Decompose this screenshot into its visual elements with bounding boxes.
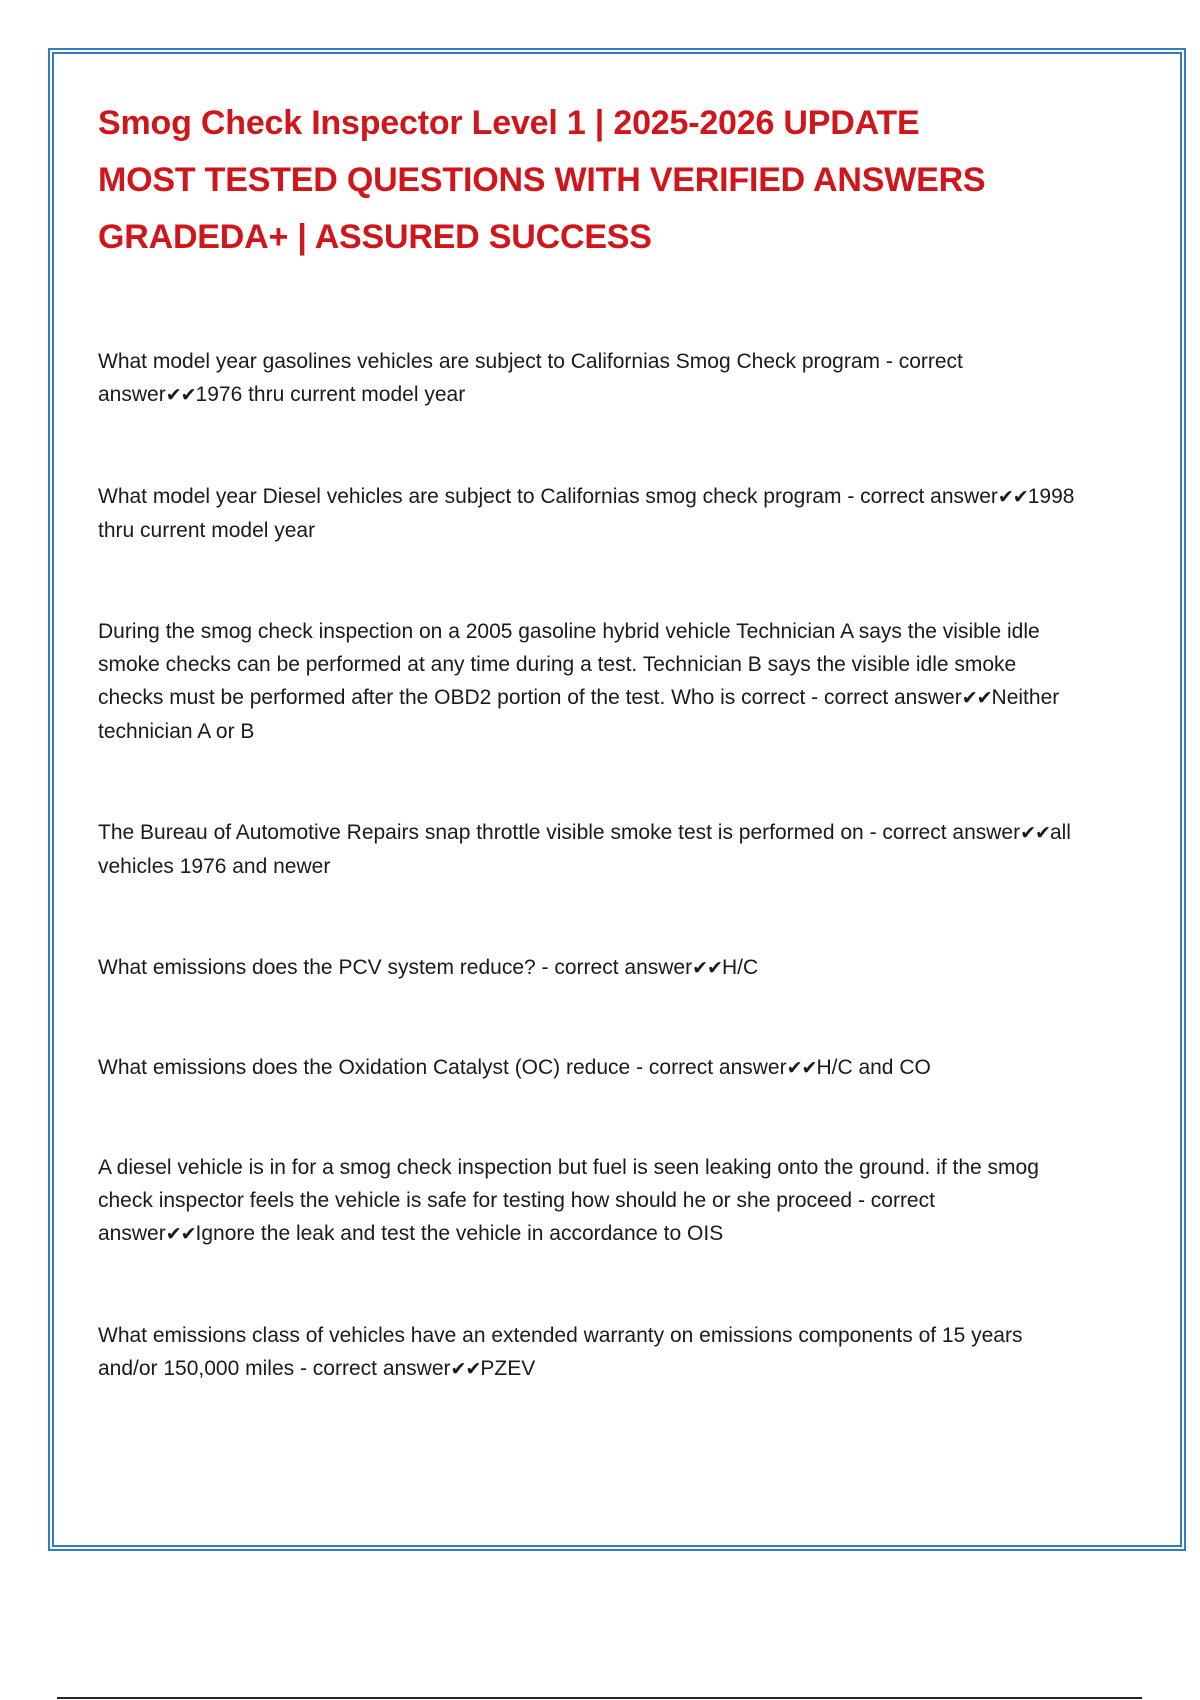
answer-text: H/C — [721, 956, 759, 979]
answer-text: all vehicles 1976 and newer — [98, 821, 1071, 878]
question-text: The Bureau of Automotive Repairs snap throttle visible smoke test is performed on — [98, 821, 864, 844]
answer-text: PZEV — [480, 1357, 536, 1380]
question-text: What model year gasolines vehicles are subject to Californias Smog Check program — [98, 350, 881, 373]
title-line-3: GRADEDA+ | ASSURED SUCCESS — [98, 218, 652, 256]
question-text: What emissions does the Oxidation Catalyst (OC) reduce — [98, 1056, 631, 1079]
qa-item — [98, 1319, 1083, 1386]
answer-separator: - correct answer — [98, 350, 963, 406]
document-body — [98, 95, 1083, 1454]
question-text: What emissions does the PCV system reduce? — [98, 956, 536, 979]
check-marks-icon: ✔✔ — [450, 1358, 481, 1380]
answer-separator: - correct answer — [541, 956, 693, 979]
footer-rule — [57, 1697, 1142, 1699]
check-marks-icon: ✔✔ — [165, 1223, 196, 1245]
check-marks-icon: ✔✔ — [692, 957, 722, 979]
answer-text: H/C and CO — [816, 1056, 931, 1079]
answer-separator: - correct answer — [869, 821, 1021, 844]
question-text: A diesel vehicle is in for a smog check inspection but fuel is seen leaking onto the ground. if the smog check inspector feels the vehicle is safe for testing how should he or she proceed — [98, 1156, 1039, 1212]
check-marks-icon: ✔✔ — [165, 384, 196, 406]
answer-separator: - correct answer — [98, 1189, 935, 1245]
answer-text: 1976 thru current model year — [195, 383, 466, 406]
answer-text: 1998 thru current model year — [98, 485, 1075, 542]
qa-item — [98, 951, 1083, 985]
qa-item — [98, 345, 1083, 412]
check-marks-icon: ✔✔ — [786, 1057, 817, 1079]
title-line-2: MOST TESTED QUESTIONS WITH VERIFIED ANSWERS — [98, 161, 986, 199]
qa-item — [98, 1151, 1083, 1251]
question-text: What emissions class of vehicles have an extended warranty on emissions components of 15 years and/or 150,000 miles — [98, 1324, 1023, 1380]
qa-item — [98, 816, 1083, 883]
question-text: What model year Diesel vehicles are subject to Californias smog check program — [98, 485, 842, 508]
qa-list — [98, 345, 1083, 1386]
qa-item — [98, 615, 1083, 748]
check-marks-icon: ✔✔ — [961, 687, 992, 709]
answer-text: Neither technician A or B — [98, 686, 1060, 743]
answer-separator: - correct answer — [847, 485, 998, 508]
title-line-1: Smog Check Inspector Level 1 | 2025-2026 UPDATE — [98, 104, 920, 142]
qa-item — [98, 480, 1083, 547]
answer-separator: - correct answer — [811, 686, 962, 709]
document-title — [98, 95, 1083, 266]
qa-item — [98, 1051, 1083, 1085]
check-marks-icon: ✔✔ — [997, 486, 1028, 508]
check-marks-icon: ✔✔ — [1020, 822, 1050, 844]
answer-text: Ignore the leak and test the vehicle in accordance to OIS — [195, 1222, 724, 1245]
question-text: During the smog check inspection on a 2005 gasoline hybrid vehicle Technician A says the visible idle smoke checks can be performed at any time during a test. Technician B says the visible idle smoke checks must be performed after the OBD2 portion of the test. Who is correct — [98, 620, 1040, 709]
answer-separator: - correct answer — [299, 1357, 451, 1380]
answer-separator: - correct answer — [636, 1056, 787, 1079]
